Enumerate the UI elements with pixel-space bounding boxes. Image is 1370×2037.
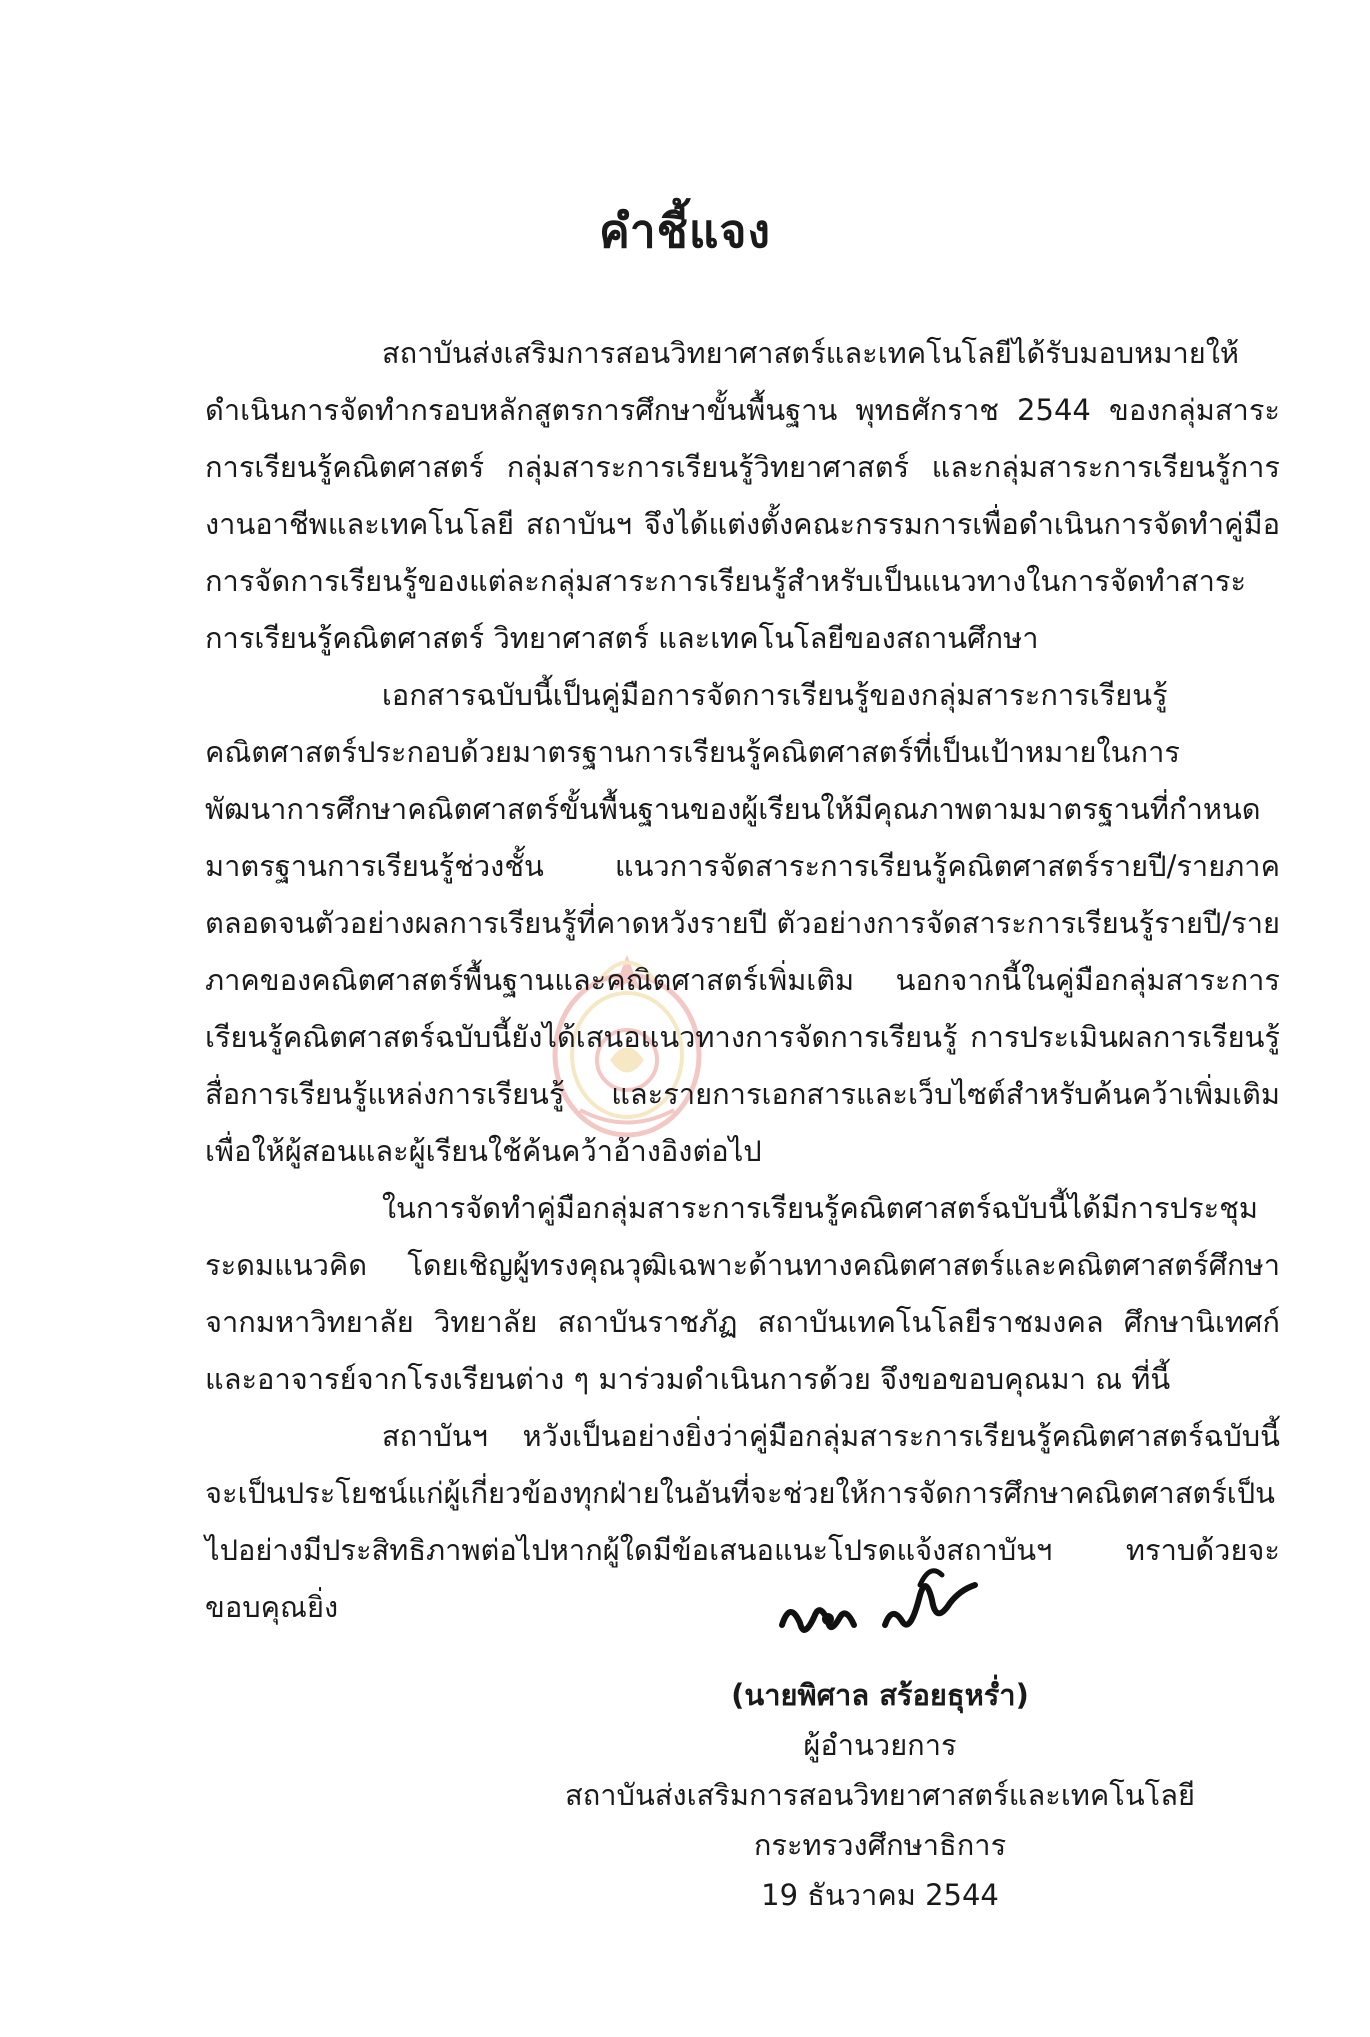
document-date: 19 ธันวาคม 2544 — [761, 1878, 999, 1912]
paragraph-3: ในการจัดทำคู่มือกลุ่มสาระการเรียนรู้คณิตศาสตร์ฉบับนี้ได้มีการประชุมระดมแนวคิด โดยเชิญผู้ทรงคุณวุฒิเฉพาะด้านทางคณิตศาสตร์และคณิตศาสตร์ศึกษาจากมหาวิทยาลัย วิทยาลัย สถาบันราชภัฏ สถาบันเทคโนโลยีราชมงคล ศึกษานิเทศก์ และอาจารย์จากโรงเรียนต่าง ๆ มาร่วมดำเนินการด้วย จึงขอขอบคุณมา ณ ที่นี้ — [205, 1191, 1280, 1396]
signatory-position: ผู้อำนวยการ — [803, 1728, 957, 1762]
signatory-organization: สถาบันส่งเสริมการสอนวิทยาศาสตร์และเทคโนโลยี — [565, 1778, 1195, 1812]
signatory-name: (นายพิศาล สร้อยธุหร่ำ) — [731, 1678, 1029, 1712]
paragraph-1: สถาบันส่งเสริมการสอนวิทยาศาสตร์และเทคโนโลยีได้รับมอบหมายให้ดำเนินการจัดทำกรอบหลักสูตรการศึกษาขั้นพื้นฐาน พุทธศักราช 2544 ของกลุ่มสาระการเรียนรู้คณิตศาสตร์ กลุ่มสาระการเรียนรู้วิทยาศาสตร์ และกลุ่มสาระการเรียนรู้การงานอาชีพและเทคโนโลยี สถาบันฯ จึงได้แต่งตั้งคณะกรรมการเพื่อดำเนินการจัดทำคู่มือการจัดการเรียนรู้ของแต่ละกลุ่มสาระการเรียนรู้สำหรับเป็นแนวทางในการจัดทำสาระการเรียนรู้คณิตศาสตร์ วิทยาศาสตร์ และเทคโนโลยีของสถานศึกษา — [205, 336, 1280, 655]
page-title: คำชี้แจง — [599, 204, 771, 258]
signature-block — [520, 1670, 1240, 1920]
paragraph-4: สถาบันฯ หวังเป็นอย่างยิ่งว่าคู่มือกลุ่มสาระการเรียนรู้คณิตศาสตร์ฉบับนี้ จะเป็นประโยชน์แก่ผู้เกี่ยวข้องทุกฝ่ายในอันที่จะช่วยให้การจัดการศึกษาคณิตศาสตร์เป็นไปอย่างมีประสิทธิภาพต่อไปหากผู้ใดมีข้อเสนอแนะโปรดแจ้งสถาบันฯ ทราบด้วยจะขอบคุณยิ่ง — [205, 1419, 1280, 1624]
handwritten-signature-icon — [770, 1555, 1000, 1665]
signatory-ministry: กระทรวงศึกษาธิการ — [753, 1828, 1007, 1862]
paragraph-2: เอกสารฉบับนี้เป็นคู่มือการจัดการเรียนรู้ของกลุ่มสาระการเรียนรู้คณิตศาสตร์ประกอบด้วยมาตรฐานการเรียนรู้คณิตศาสตร์ที่เป็นเป้าหมายในการพัฒนาการศึกษาคณิตศาสตร์ขั้นพื้นฐานของผู้เรียนให้มีคุณภาพตามมาตรฐานที่กำหนด มาตรฐานการเรียนรู้ช่วงชั้น แนวการจัดสาระการเรียนรู้คณิตศาสตร์รายปี/รายภาค ตลอดจนตัวอย่างผลการเรียนรู้ที่คาดหวังรายปี ตัวอย่างการจัดสาระการเรียนรู้รายปี/รายภาคของคณิตศาสตร์พื้นฐานและคณิตศาสตร์เพิ่มเติม นอกจากนี้ในคู่มือกลุ่มสาระการเรียนรู้คณิตศาสตร์ฉบับนี้ยังได้เสนอแนวทางการจัดการเรียนรู้ การประเมินผลการเรียนรู้ สื่อการเรียนรู้แหล่งการเรียนรู้ และรายการเอกสารและเว็บไซต์สำหรับค้นคว้าเพิ่มเติม เพื่อให้ผู้สอนและผู้เรียนใช้ค้นคว้าอ้างอิงต่อไป — [205, 678, 1280, 1168]
letter-body — [205, 325, 1280, 1636]
